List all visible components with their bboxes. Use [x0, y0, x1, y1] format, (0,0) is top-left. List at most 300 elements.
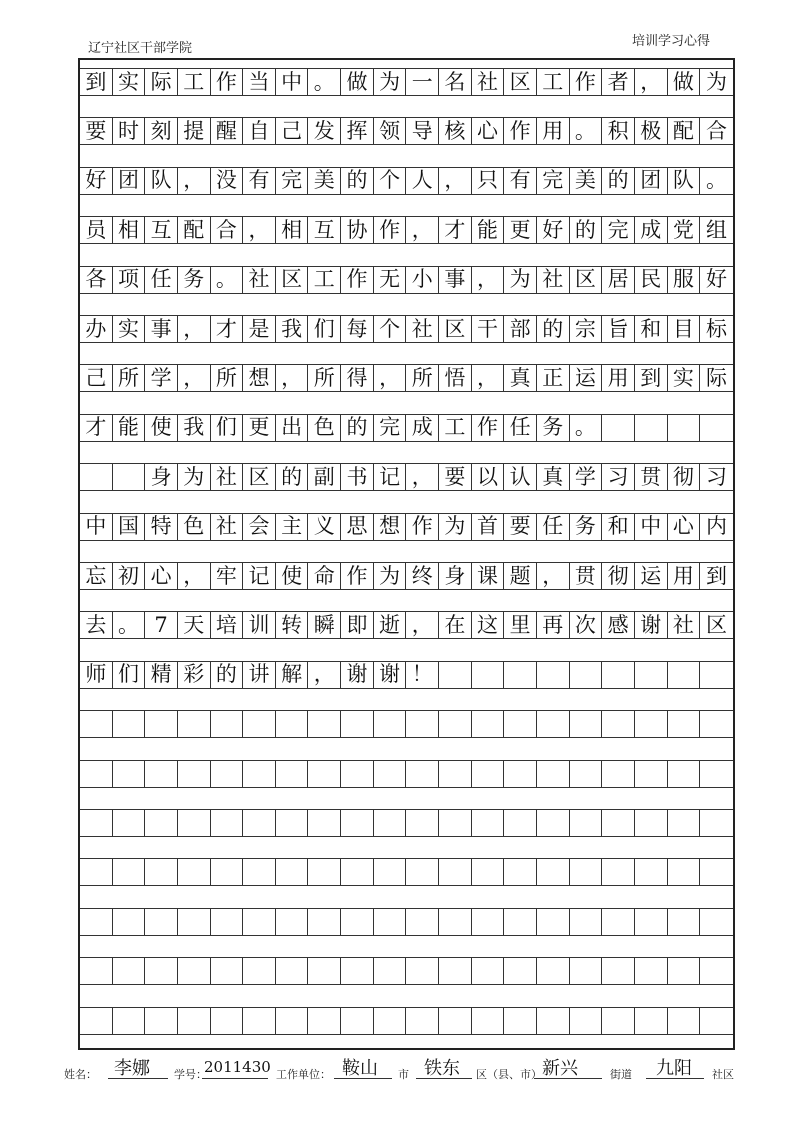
grid-cell — [374, 909, 407, 935]
grid-cell: 到 — [635, 365, 668, 391]
grid-cell: 天 — [178, 612, 211, 638]
grid-cell: 任 — [537, 514, 570, 540]
grid-cell: 为 — [374, 563, 407, 589]
grid-cell — [700, 711, 733, 737]
grid-cell — [308, 859, 341, 885]
grid-cell: 区 — [504, 69, 537, 95]
grid-cell — [602, 415, 635, 441]
grid-cell — [537, 859, 570, 885]
grid-cell: 首 — [472, 514, 505, 540]
grid-cell: 书 — [341, 464, 374, 490]
grid-cell: 美 — [570, 168, 603, 194]
grid-cell: 工 — [537, 69, 570, 95]
grid-cell — [439, 810, 472, 836]
grid-cell — [276, 859, 309, 885]
grid-cell: 我 — [276, 316, 309, 342]
grid-cell: 成 — [406, 415, 439, 441]
student-id-label: 学号： — [174, 1068, 207, 1081]
grid-cell: 区 — [705, 612, 727, 637]
grid-cell: 办 — [80, 316, 113, 342]
grid-cell: 瞬 — [308, 612, 341, 638]
grid-cell — [668, 662, 701, 688]
grid-cell: 队 — [668, 168, 701, 194]
grid-cell — [243, 859, 276, 885]
grid-cell — [276, 909, 309, 935]
grid-cell — [668, 415, 701, 441]
grid-cell: 副 — [308, 464, 341, 490]
grid-cell — [145, 810, 178, 836]
grid-cell — [635, 909, 668, 935]
grid-cell: 所 — [211, 365, 244, 391]
footer-info — [64, 1052, 754, 1086]
grid-cell: 的 — [537, 316, 570, 342]
grid-cell: 和 — [602, 514, 635, 540]
grid-cell — [308, 761, 341, 787]
grid-cell: 成 — [635, 217, 668, 243]
grid-cell: 要 — [439, 464, 472, 490]
grid-cell: 内 — [705, 514, 727, 539]
grid-cell: 小 — [406, 267, 439, 293]
grid-cell: 去 — [80, 612, 113, 638]
grid-cell: 。 — [211, 267, 244, 293]
grid-cell — [700, 810, 733, 836]
grid-cell — [537, 662, 570, 688]
grid-cell: 的 — [341, 415, 374, 441]
grid-row — [80, 463, 733, 491]
grid-cell — [243, 1008, 276, 1034]
student-id-value: 2011430 — [204, 1058, 271, 1076]
grid-cell: ， — [243, 217, 276, 243]
grid-cell: 用 — [602, 365, 635, 391]
grid-cell — [570, 761, 603, 787]
grid-cell: 思 — [341, 514, 374, 540]
grid-cell: 用 — [668, 563, 701, 589]
grid-row — [80, 414, 733, 442]
grid-cell: 更 — [243, 415, 276, 441]
grid-cell: 区 — [570, 267, 603, 293]
grid-cell — [668, 909, 701, 935]
grid-cell: 互 — [308, 217, 341, 243]
grid-cell: 做 — [341, 69, 374, 95]
grid-cell: 为 — [439, 514, 472, 540]
grid-cell — [211, 859, 244, 885]
grid-cell: 这 — [472, 612, 505, 638]
grid-cell — [243, 909, 276, 935]
grid-cell — [635, 415, 668, 441]
grid-cell — [668, 761, 701, 787]
grid-cell — [504, 662, 537, 688]
grid-cell — [80, 464, 113, 490]
grid-cell: 作 — [341, 267, 374, 293]
grid-cell: 做 — [668, 69, 701, 95]
grid-cell — [700, 761, 733, 787]
grid-cell — [406, 711, 439, 737]
grid-cell — [178, 958, 211, 984]
grid-cell — [504, 810, 537, 836]
grid-row — [80, 315, 733, 343]
grid-cell — [700, 909, 733, 935]
grid-cell — [211, 909, 244, 935]
grid-cell: 民 — [635, 267, 668, 293]
grid-cell: 即 — [341, 612, 374, 638]
grid-cell: 。 — [570, 415, 603, 441]
institution-header: 辽宁社区干部学院 — [88, 41, 193, 56]
grid-cell — [668, 958, 701, 984]
grid-cell: 部 — [504, 316, 537, 342]
grid-cell — [308, 909, 341, 935]
grid-cell: 务 — [570, 514, 603, 540]
grid-cell: 领 — [374, 118, 407, 144]
grid-row — [80, 266, 733, 294]
grid-cell — [113, 859, 146, 885]
grid-cell: 终 — [406, 563, 439, 589]
grid-cell — [145, 1008, 178, 1034]
grid-cell: 转 — [276, 612, 309, 638]
grid-cell: 讲 — [243, 662, 276, 688]
grid-cell: 作 — [211, 69, 244, 95]
grid-cell: 社 — [211, 464, 244, 490]
grid-cell: 中 — [635, 514, 668, 540]
grid-cell — [406, 810, 439, 836]
grid-cell: 标 — [705, 316, 727, 341]
grid-cell — [472, 1008, 505, 1034]
grid-cell: 事 — [145, 316, 178, 342]
grid-cell: 在 — [439, 612, 472, 638]
grid-cell — [668, 1008, 701, 1034]
grid-row — [80, 364, 733, 392]
grid-cell — [570, 662, 603, 688]
grid-cell: 没 — [211, 168, 244, 194]
grid-cell: 心 — [472, 118, 505, 144]
street-underline — [534, 1078, 602, 1079]
grid-row — [80, 117, 733, 145]
grid-cell: 记 — [243, 563, 276, 589]
grid-cell — [178, 1008, 211, 1034]
grid-cell: 合 — [211, 217, 244, 243]
grid-cell: 个 — [374, 316, 407, 342]
grid-cell — [570, 958, 603, 984]
grid-cell — [113, 761, 146, 787]
grid-cell: 合 — [705, 118, 727, 143]
grid-cell: ， — [308, 662, 341, 688]
grid-row — [80, 513, 733, 541]
district-value: 铁东 — [424, 1058, 460, 1079]
grid-cell — [406, 859, 439, 885]
grid-cell: 们 — [211, 415, 244, 441]
grid-cell: 我 — [178, 415, 211, 441]
grid-cell: 所 — [406, 365, 439, 391]
grid-cell: 中 — [80, 514, 113, 540]
grid-cell: ， — [472, 365, 505, 391]
grid-row — [80, 661, 733, 689]
grid-cell: 彻 — [668, 464, 701, 490]
grid-cell: 所 — [308, 365, 341, 391]
community-value: 九阳 — [656, 1058, 692, 1079]
grid-cell: 工 — [178, 69, 211, 95]
grid-cell: 。 — [308, 69, 341, 95]
grid-cell: 。 — [705, 168, 727, 193]
grid-cell: 出 — [276, 415, 309, 441]
grid-cell — [341, 810, 374, 836]
grid-cell — [374, 761, 407, 787]
grid-cell: 想 — [374, 514, 407, 540]
grid-cell — [341, 859, 374, 885]
grid-cell — [308, 1008, 341, 1034]
grid-cell: 国 — [113, 514, 146, 540]
grid-cell — [211, 711, 244, 737]
grid-cell: 实 — [668, 365, 701, 391]
grid-cell — [635, 711, 668, 737]
grid-cell: 者 — [602, 69, 635, 95]
grid-cell — [537, 1008, 570, 1034]
grid-cell: 所 — [113, 365, 146, 391]
grid-cell — [178, 810, 211, 836]
grid-row — [80, 68, 733, 96]
grid-row — [80, 216, 733, 244]
grid-cell: ， — [178, 168, 211, 194]
grid-cell — [211, 810, 244, 836]
work-unit-label: 工作单位： — [276, 1068, 331, 1081]
grid-cell — [570, 909, 603, 935]
grid-cell — [537, 909, 570, 935]
document-type-header: 培训学习心得 — [632, 34, 711, 49]
grid-cell — [439, 662, 472, 688]
grid-cell: 是 — [243, 316, 276, 342]
grid-cell: 师 — [80, 662, 113, 688]
grid-cell: 能 — [472, 217, 505, 243]
grid-cell — [276, 1008, 309, 1034]
grid-cell — [635, 761, 668, 787]
grid-cell — [374, 1008, 407, 1034]
grid-cell — [700, 1008, 733, 1034]
grid-cell: 忘 — [80, 563, 113, 589]
grid-cell: 中 — [276, 69, 309, 95]
grid-cell: ， — [276, 365, 309, 391]
grid-cell: 好 — [537, 217, 570, 243]
grid-cell — [374, 810, 407, 836]
grid-cell: ， — [178, 563, 211, 589]
grid-cell: 刻 — [145, 118, 178, 144]
grid-cell — [80, 958, 113, 984]
grid-cell: 7 — [145, 612, 178, 638]
grid-cell: 社 — [211, 514, 244, 540]
grid-cell: 无 — [374, 267, 407, 293]
grid-cell: 习 — [705, 464, 727, 489]
grid-cell — [602, 1008, 635, 1034]
grid-cell: 区 — [439, 316, 472, 342]
grid-cell: 导 — [406, 118, 439, 144]
grid-cell — [537, 711, 570, 737]
grid-cell: 作 — [472, 415, 505, 441]
grid-cell — [308, 958, 341, 984]
grid-cell: 身 — [439, 563, 472, 589]
student-id-underline — [202, 1078, 268, 1079]
name-underline — [108, 1078, 168, 1079]
grid-cell: 社 — [668, 612, 701, 638]
district-label: 区（县、市） — [476, 1068, 542, 1081]
grid-cell — [537, 810, 570, 836]
grid-cell: 提 — [178, 118, 211, 144]
grid-cell: 协 — [341, 217, 374, 243]
grid-cell: 特 — [145, 514, 178, 540]
grid-cell — [504, 958, 537, 984]
grid-cell: 务 — [537, 415, 570, 441]
grid-cell: 真 — [504, 365, 537, 391]
grid-row — [80, 809, 733, 837]
community-label: 社区 — [712, 1068, 734, 1081]
grid-cell: 好 — [80, 168, 113, 194]
grid-cell — [113, 711, 146, 737]
grid-cell — [668, 810, 701, 836]
grid-cell — [276, 711, 309, 737]
grid-cell: ， — [406, 217, 439, 243]
grid-cell: 为 — [374, 69, 407, 95]
grid-cell: 任 — [145, 267, 178, 293]
grid-cell: 使 — [145, 415, 178, 441]
grid-cell: 社 — [406, 316, 439, 342]
grid-cell: 精 — [145, 662, 178, 688]
grid-cell — [80, 761, 113, 787]
grid-cell — [145, 711, 178, 737]
grid-cell: ， — [537, 563, 570, 589]
grid-cell: 才 — [80, 415, 113, 441]
grid-cell — [537, 958, 570, 984]
grid-cell — [504, 1008, 537, 1034]
grid-cell: 色 — [308, 415, 341, 441]
grid-cell: 宗 — [570, 316, 603, 342]
street-label: 街道 — [610, 1068, 632, 1081]
grid-cell: 得 — [341, 365, 374, 391]
grid-cell — [472, 909, 505, 935]
grid-cell: 居 — [602, 267, 635, 293]
grid-cell: ， — [472, 267, 505, 293]
grid-cell — [145, 761, 178, 787]
grid-cell: 为 — [705, 69, 727, 94]
grid-cell: 社 — [243, 267, 276, 293]
grid-cell — [243, 958, 276, 984]
grid-cell: 工 — [308, 267, 341, 293]
grid-cell — [439, 909, 472, 935]
grid-cell — [243, 810, 276, 836]
grid-cell — [700, 958, 733, 984]
grid-cell — [145, 909, 178, 935]
grid-cell — [308, 810, 341, 836]
grid-cell: 完 — [276, 168, 309, 194]
grid-cell: 际 — [705, 365, 727, 390]
grid-cell — [504, 711, 537, 737]
writing-grid — [78, 58, 735, 1050]
grid-cell: 发 — [308, 118, 341, 144]
grid-cell — [113, 1008, 146, 1034]
grid-cell: 再 — [537, 612, 570, 638]
grid-cell — [406, 761, 439, 787]
grid-cell: 己 — [80, 365, 113, 391]
grid-cell — [472, 761, 505, 787]
grid-cell — [145, 958, 178, 984]
grid-row — [80, 710, 733, 738]
grid-cell — [602, 810, 635, 836]
grid-cell: 事 — [439, 267, 472, 293]
grid-cell: 积 — [602, 118, 635, 144]
grid-cell: ， — [178, 365, 211, 391]
grid-cell: 身 — [145, 464, 178, 490]
grid-cell — [211, 761, 244, 787]
grid-row — [80, 611, 733, 639]
grid-cell — [80, 859, 113, 885]
grid-cell — [439, 958, 472, 984]
grid-cell — [113, 464, 146, 490]
grid-cell — [472, 859, 505, 885]
grid-cell: 认 — [504, 464, 537, 490]
grid-cell — [472, 958, 505, 984]
grid-cell: 训 — [243, 612, 276, 638]
grid-cell: 每 — [341, 316, 374, 342]
grid-cell: 实 — [113, 316, 146, 342]
grid-cell: 初 — [113, 563, 146, 589]
grid-row — [80, 562, 733, 590]
grid-cell — [439, 711, 472, 737]
grid-cell — [276, 958, 309, 984]
city-value: 鞍山 — [342, 1058, 378, 1079]
grid-cell: 当 — [243, 69, 276, 95]
grid-cell: 学 — [570, 464, 603, 490]
grid-cell: 主 — [276, 514, 309, 540]
grid-cell: 实 — [113, 69, 146, 95]
community-underline — [646, 1078, 704, 1079]
grid-cell: 己 — [276, 118, 309, 144]
grid-cell: 正 — [537, 365, 570, 391]
grid-cell: 作 — [504, 118, 537, 144]
grid-cell — [602, 909, 635, 935]
grid-cell — [80, 711, 113, 737]
grid-cell: 旨 — [602, 316, 635, 342]
grid-cell: ， — [178, 316, 211, 342]
grid-cell: 牢 — [211, 563, 244, 589]
grid-cell — [635, 1008, 668, 1034]
grid-cell — [341, 761, 374, 787]
grid-cell: 好 — [705, 267, 727, 292]
grid-cell — [635, 810, 668, 836]
grid-cell: 相 — [113, 217, 146, 243]
grid-cell: 作 — [406, 514, 439, 540]
grid-cell — [700, 662, 733, 688]
grid-cell: 逝 — [374, 612, 407, 638]
grid-row — [80, 167, 733, 195]
grid-cell: 的 — [570, 217, 603, 243]
grid-cell: 题 — [504, 563, 537, 589]
grid-cell: 完 — [374, 415, 407, 441]
grid-cell — [472, 810, 505, 836]
grid-cell — [700, 415, 733, 441]
grid-cell — [80, 810, 113, 836]
grid-cell: 里 — [504, 612, 537, 638]
grid-cell: 以 — [472, 464, 505, 490]
grid-cell: 际 — [145, 69, 178, 95]
grid-cell: 任 — [504, 415, 537, 441]
grid-cell: 极 — [635, 118, 668, 144]
grid-cell: 团 — [635, 168, 668, 194]
grid-cell: 作 — [341, 563, 374, 589]
grid-cell: 才 — [439, 217, 472, 243]
grid-cell — [341, 1008, 374, 1034]
grid-cell: 感 — [602, 612, 635, 638]
grid-cell: ， — [439, 168, 472, 194]
grid-cell — [602, 761, 635, 787]
grid-cell — [570, 711, 603, 737]
grid-cell — [635, 662, 668, 688]
district-underline — [416, 1078, 472, 1079]
city-underline — [334, 1078, 392, 1079]
